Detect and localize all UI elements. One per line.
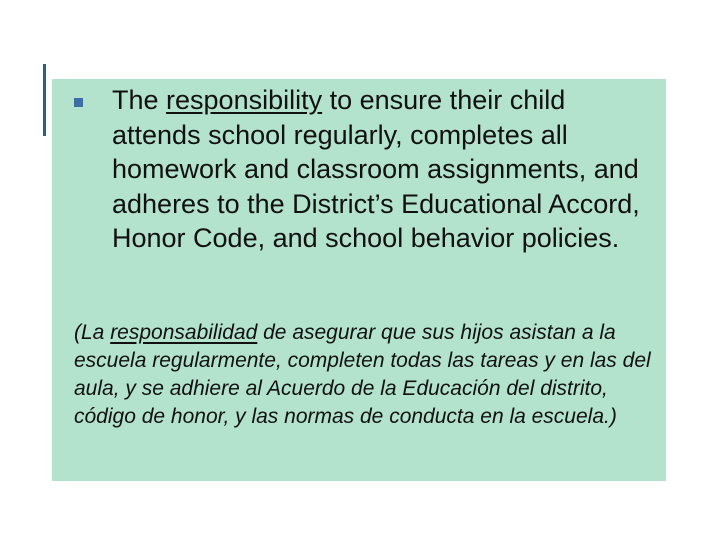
spanish-underlined-word: responsabilidad [110,321,258,344]
english-text-before: The [112,85,167,115]
english-text [74,83,660,256]
spanish-text-after: de asegurar que sus hijos asistan a la escuela regularmente, completen todas las tareas y en las del aula, y se adhiere al Acuerdo de la Educación del distrito, código de honor, y las normas de conducta en la escuela.) [74,321,651,428]
square-bullet-icon [74,98,83,107]
spanish-text-before: (La [74,321,111,344]
accent-bar [43,64,46,136]
english-bullet [74,83,660,256]
spanish-text [74,319,654,431]
english-underlined-word: responsibility [166,85,323,115]
english-text-after: to ensure their child attends school regularly, completes all homework and classroom assignments, and adheres to the District’s Educational Accord, Honor Code, and school behavior policies. [112,85,640,253]
content-box [52,79,666,481]
